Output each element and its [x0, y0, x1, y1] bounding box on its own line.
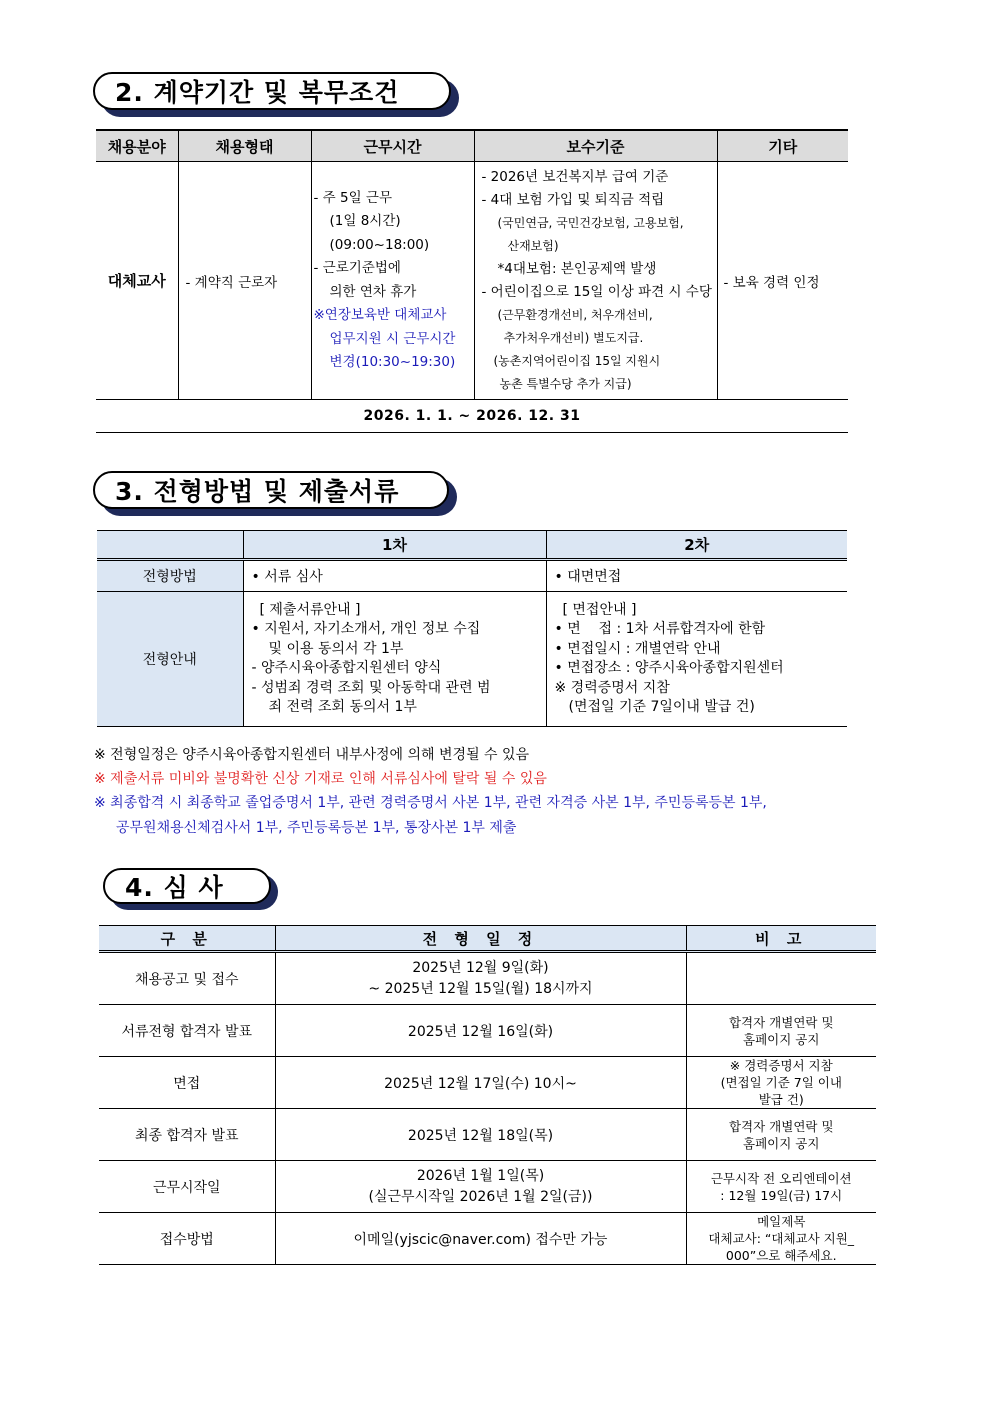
interview-line: ※ 경력증명서 지참 [554, 679, 670, 696]
row-label: 서류전형 합격자 발표 [99, 1005, 275, 1057]
header-hours: 근무시간 [311, 130, 474, 162]
etc-cell: - 보육 경력 인정 [717, 162, 848, 400]
pay-line: - 어린이집으로 15일 이상 파견 시 수당 [481, 283, 712, 300]
pay-cell [474, 162, 717, 400]
schedule-line: 2025년 12월 9일(화) [412, 959, 549, 976]
row-remark [686, 1213, 876, 1265]
remark-line: 메일제목 [757, 1214, 806, 1229]
docs-line: 및 이용 동의서 각 1부 [268, 640, 404, 657]
pay-line: 농촌 특별수당 추가 지급) [499, 376, 632, 391]
header-type: 채용형태 [178, 130, 311, 162]
pay-line: 산재보험) [507, 238, 559, 253]
section4-title: 4. 심 사 [103, 868, 271, 904]
hours-line: - 근로기준법에 [313, 260, 401, 276]
remark-line: (면접일 기준 7일 이내 [720, 1075, 842, 1090]
schedule-line: (실근무시작일 2026년 1월 2일(금)) [368, 1188, 593, 1205]
section2-title: 2. 계약기간 및 복무조건 [93, 72, 451, 110]
pay-line: - 2026년 보건복지부 급여 기준 [481, 168, 669, 185]
header-field: 채용분야 [96, 130, 178, 162]
row-label: 채용공고 및 접수 [99, 952, 275, 1005]
row-remark [686, 952, 876, 1005]
interview-line: [ 면접안내 ] [562, 601, 637, 618]
row-label: 근무시작일 [99, 1161, 275, 1213]
remark-line: 대체교사: “대체교사 지원_ [708, 1231, 855, 1246]
remark-line: 합격자 개별연락 및 [728, 1014, 834, 1030]
row-label-guide: 전형안내 [97, 592, 243, 727]
pay-line: (국민연금, 국민건강보험, 고용보험, [497, 215, 684, 230]
table-row [99, 952, 876, 1005]
table-row [99, 1057, 876, 1109]
note-final-docs: ※ 최종합격 시 최종학교 졸업증명서 1부, 관련 경력증명서 사본 1부, 관련 자격증 사본 1부, 주민등록등본 1부, [94, 795, 767, 811]
header-empty [97, 531, 243, 560]
selection-table [97, 530, 847, 727]
row-schedule: 2025년 12월 16일(화) [275, 1005, 686, 1057]
type-cell: - 계약직 근로자 [178, 162, 311, 400]
remark-line: 합격자 개별연락 및 [728, 1118, 834, 1134]
remark-line: : 12월 19일(금) 17시 [720, 1187, 843, 1203]
row-schedule: 2025년 12월 17일(수) 10시~ [275, 1057, 686, 1109]
interview-line: • 면 접 : 1차 서류합격자에 한함 [554, 621, 766, 637]
pay-line: (근무환경개선비, 처우개선비, [497, 307, 653, 322]
row-label: 면접 [99, 1057, 275, 1109]
header-second: 2차 [546, 531, 847, 560]
row-label: 최종 합격자 발표 [99, 1109, 275, 1161]
table-row [99, 1161, 876, 1213]
schedule-line: ~ 2025년 12월 15일(월) 18시까지 [368, 980, 593, 997]
hours-cell [311, 162, 474, 400]
header-category: 구 분 [99, 926, 275, 952]
pay-line: (농촌지역어린이집 15일 지원시 [493, 353, 661, 368]
docs-line: • 지원서, 자기소개서, 개인 정보 수집 [251, 621, 481, 637]
row-remark [686, 1057, 876, 1109]
header-first: 1차 [243, 531, 546, 560]
remark-line: 발급 건) [758, 1092, 804, 1107]
row-remark [686, 1161, 876, 1213]
row-label: 접수방법 [99, 1213, 275, 1265]
hours-line: (1일 8시간) [329, 213, 401, 229]
pay-line: *4대보험: 본인공제액 발생 [497, 260, 657, 277]
row-schedule: 이메일(yjscic@naver.com) 접수만 가능 [275, 1213, 686, 1265]
method-second: • 대면면접 [546, 560, 847, 592]
review-schedule-table [99, 925, 876, 1265]
pay-line: - 4대 보험 가입 및 퇴직금 적립 [481, 191, 665, 208]
row-schedule [275, 1161, 686, 1213]
contract-table [96, 129, 848, 433]
note-schedule: ※ 전형일정은 양주시육아종합지원센터 내부사정에 의해 변경될 수 있음 [94, 747, 530, 763]
interview-line: • 면접일시 : 개별연락 안내 [554, 640, 721, 657]
header-remark: 비 고 [686, 926, 876, 952]
docs-line: - 성범죄 경력 조회 및 아동학대 관련 범 [251, 679, 491, 696]
hours-line: - 주 5일 근무 [313, 189, 392, 206]
method-first: • 서류 심사 [243, 560, 546, 592]
remark-line: 홈페이지 공지 [743, 1031, 820, 1047]
note-final-docs-cont: 공무원채용신체검사서 1부, 주민등록등본 1부, 통장사본 1부 제출 [116, 820, 517, 836]
hours-note-line: 업무지원 시 근무시간 [329, 330, 456, 347]
row-label-method: 전형방법 [97, 560, 243, 592]
header-pay: 보수기준 [474, 130, 717, 162]
row-schedule [275, 952, 686, 1005]
table-row [99, 1213, 876, 1265]
row-schedule: 2025년 12월 18일(목) [275, 1109, 686, 1161]
remark-line: ※ 경력증명서 지참 [729, 1058, 833, 1073]
schedule-line: 2026년 1월 1일(목) [416, 1167, 545, 1184]
hours-note-line: 변경(10:30~19:30) [329, 354, 456, 370]
interview-line: (면접일 기준 7일이내 발급 건) [568, 699, 755, 715]
section3-title: 3. 전형방법 및 제출서류 [93, 471, 449, 509]
header-schedule: 전 형 일 정 [275, 926, 686, 952]
hours-note-line: ※연장보육반 대체교사 [313, 307, 447, 323]
row-remark [686, 1109, 876, 1161]
remark-line: 홈페이지 공지 [743, 1135, 820, 1151]
hours-line: 의한 연차 휴가 [329, 283, 417, 300]
docs-guide [243, 592, 546, 727]
interview-guide [546, 592, 847, 727]
hours-line: (09:00~18:00) [329, 236, 430, 253]
docs-line: 죄 전력 조회 동의서 1부 [268, 699, 417, 715]
docs-line: [ 제출서류안내 ] [259, 601, 361, 618]
remark-line: 근무시작 전 오리엔테이션 [710, 1170, 852, 1186]
row-remark [686, 1005, 876, 1057]
contract-period: 2026. 1. 1. ~ 2026. 12. 31 [96, 400, 848, 433]
table-row [99, 1005, 876, 1057]
header-etc: 기타 [717, 130, 848, 162]
table-row [99, 1109, 876, 1161]
note-documents: ※ 제출서류 미비와 불명확한 신상 기재로 인해 서류심사에 탈락 될 수 있음 [94, 771, 547, 787]
field-cell: 대체교사 [96, 162, 178, 400]
remark-line: 000”으로 해주세요. [725, 1248, 837, 1263]
docs-line: - 양주시육아종합지원센터 양식 [251, 660, 442, 676]
interview-line: • 면접장소 : 양주시육아종합지원센터 [554, 660, 784, 676]
pay-line: 추가처우개선비) 별도지급. [503, 330, 644, 345]
